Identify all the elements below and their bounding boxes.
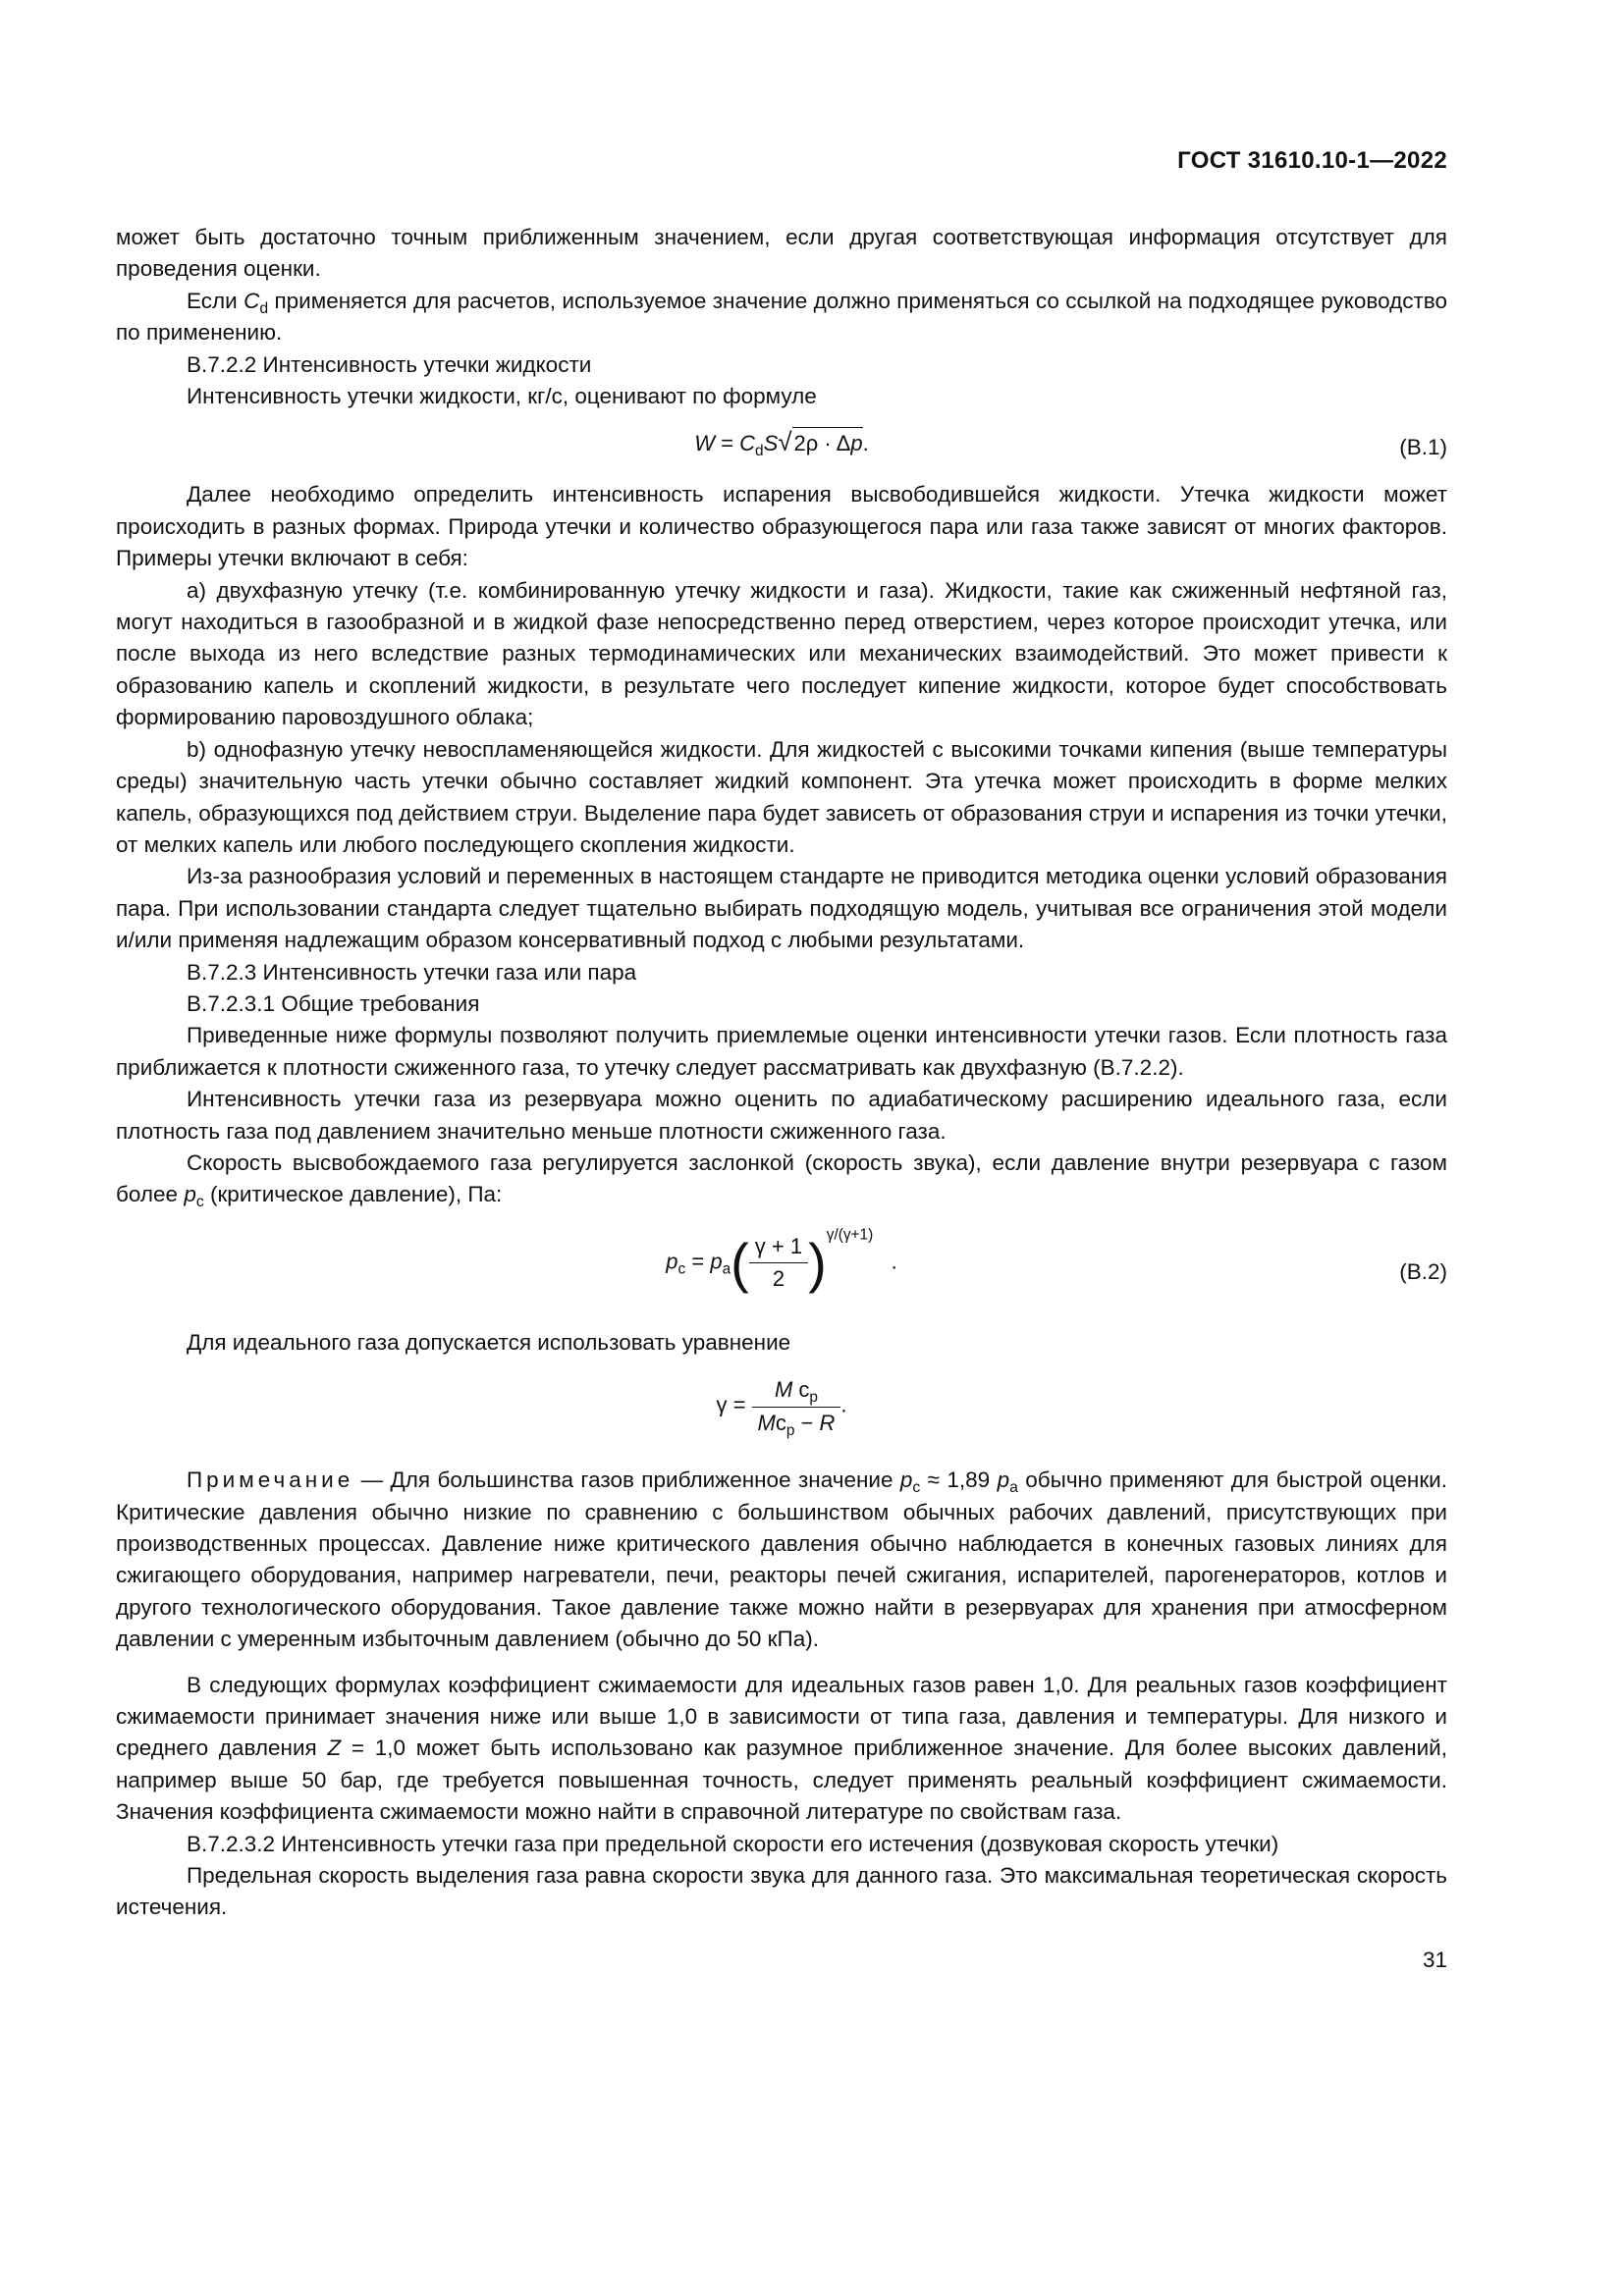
paragraph: В следующих формулах коэффициент сжимаемости для идеальных газов равен 1,0. Для реальных газов коэффициент сжимаемости принимает значения ниже или выше 1,0 в зависимости от типа газа, давления и температуры. Для низкого и среднего давления Z = 1,0 может быть использовано как разумное приближенное значение. Для более высоких давлений, например выше 50 бар, где требуется повышенная точность, следует применять реальный коэффициент сжимаемости. Значения коэффициента сжимаемости можно найти в справочной литературе по свойствам газа. [116, 1672, 1447, 1825]
section-heading: В.7.2.3.2 Интенсивность утечки газа при предельной скорости его истечения (дозвуковая скорость утечки) [187, 1831, 1279, 1856]
paragraph: Приведенные ниже формулы позволяют получить приемлемые оценки интенсивности утечки газов. Если плотность газа приближается к плотности сжиженного газа, то утечку следует рассматривать как двухфазную (В.7.2.2). [116, 1023, 1447, 1080]
section-heading: В.7.2.2 Интенсивность утечки жидкости [187, 351, 592, 377]
list-item: a) двухфазную утечку (т.е. комбинированную утечку жидкости и газа). Жидкости, такие как сжиженный нефтяной газ, могут находиться в газообразной и в жидкой фазе непосредственно перед отверстием, через которое происходит утечка, или после выхода из него вследствие разных термодинамических или механических взаимодействий. Это может привести к образованию капель и скоплений жидкости, в результате чего последует кипение жидкости, которое будет способствовать формированию паровоздушного облака; [116, 577, 1447, 730]
paragraph: может быть достаточно точным приближенным значением, если другая соответствующая информация отсутствует для проведения оценки. [116, 225, 1447, 282]
equation-b2: $p_c = p_a$( $\frac{\gamma + 1}{2}$ )$^{\gamma/(\gamma+1)}$ . (В.2) [666, 1226, 1447, 1294]
paragraph: Скорость высвобождаемого газа регулируется заслонкой (скорость звука), если давление внутри резервуара с газом более $p_c$ (критическое давление), Па: [116, 1149, 1447, 1211]
equation-gamma: γ = $\frac{M c_p}{Mc_p - R}$ . [116, 1364, 1447, 1453]
paragraph: Предельная скорость выделения газа равна скорости звука для данного газа. Это максимальная теоретическая скорость истечения. [116, 1863, 1447, 1920]
paragraph: Если $C_d$ применяется для расчетов, используемое значение должно применяться со ссылкой на подходящее руководство по применению. [116, 288, 1448, 346]
paragraph: Для идеального газа допускается использовать уравнение [187, 1329, 791, 1355]
paragraph: Из-за разнообразия условий и переменных в настоящем стандарте не приводится методика оценки условий образования пара. При использовании стандарта следует тщательно выбирать подходящую модель, учитывая все ограничения этой модели и/или применяя надлежащим образом консервативный подход с любыми результатами. [116, 864, 1447, 953]
paragraph: Интенсивность утечки жидкости, кг/с, оценивают по формуле [187, 384, 817, 409]
paragraph: Далее необходимо определить интенсивность испарения высвободившейся жидкости. Утечка жидкости может происходить в разных формах. Природа утечки и количество образующегося пара или газа также зависят от многих факторов. Примеры утечки включают в себя: [116, 482, 1447, 571]
equation-b1: $W = C_dS√2\rho \cdot \Delta p$. (В.1) [116, 418, 1447, 467]
paragraph: Интенсивность утечки газа из резервуара можно оценить по адиабатическому расширению идеального газа, если плотность газа под давлением значительно меньше плотности сжиженного газа. [116, 1087, 1447, 1144]
equation-number: (В.2) [1399, 1258, 1447, 1284]
page-body [116, 222, 1447, 1924]
list-item: b) однофазную утечку невоспламеняющейся жидкости. Для жидкостей с высокими точками кипения (выше температуры среды) значительную часть утечки обычно составляет жидкий компонент. Эта утечка может происходить в форме мелких капель, образующихся под действием струи. Выделение пара будет зависеть от образования струи и испарения из точки утечки, от мелких капель или любого последующего скопления жидкости. [116, 736, 1447, 857]
equation-number: (В.1) [1399, 435, 1447, 460]
section-heading: В.7.2.3.1 Общие требования [187, 990, 480, 1016]
document-header: ГОСТ 31610.10-1—2022 [1177, 147, 1447, 174]
page-number: 31 [1422, 1948, 1447, 1972]
note: Примечание — Для большинства газов приближенное значение $p_c \approx 1,89$ $p_a$ обычно применяют для быстрой оценки. Критические давления обычно низкие по сравнению с большинством обычных рабочих давлений, присутствующих при производственных процессах. Давление ниже критического давления обычно наблюдается в конечных газовых линиях для сжигающего оборудования, например нагреватели, печи, реакторы печей сжигания, испарителей, парогенераторов, котлов и другого технологического оборудования. Такое давление также можно найти в резервуарах для хранения при атмосферном давлении с умеренным избыточным давлением (обычно до 50 кПа). [116, 1468, 1447, 1652]
section-heading: В.7.2.3 Интенсивность утечки газа или пара [187, 959, 637, 985]
